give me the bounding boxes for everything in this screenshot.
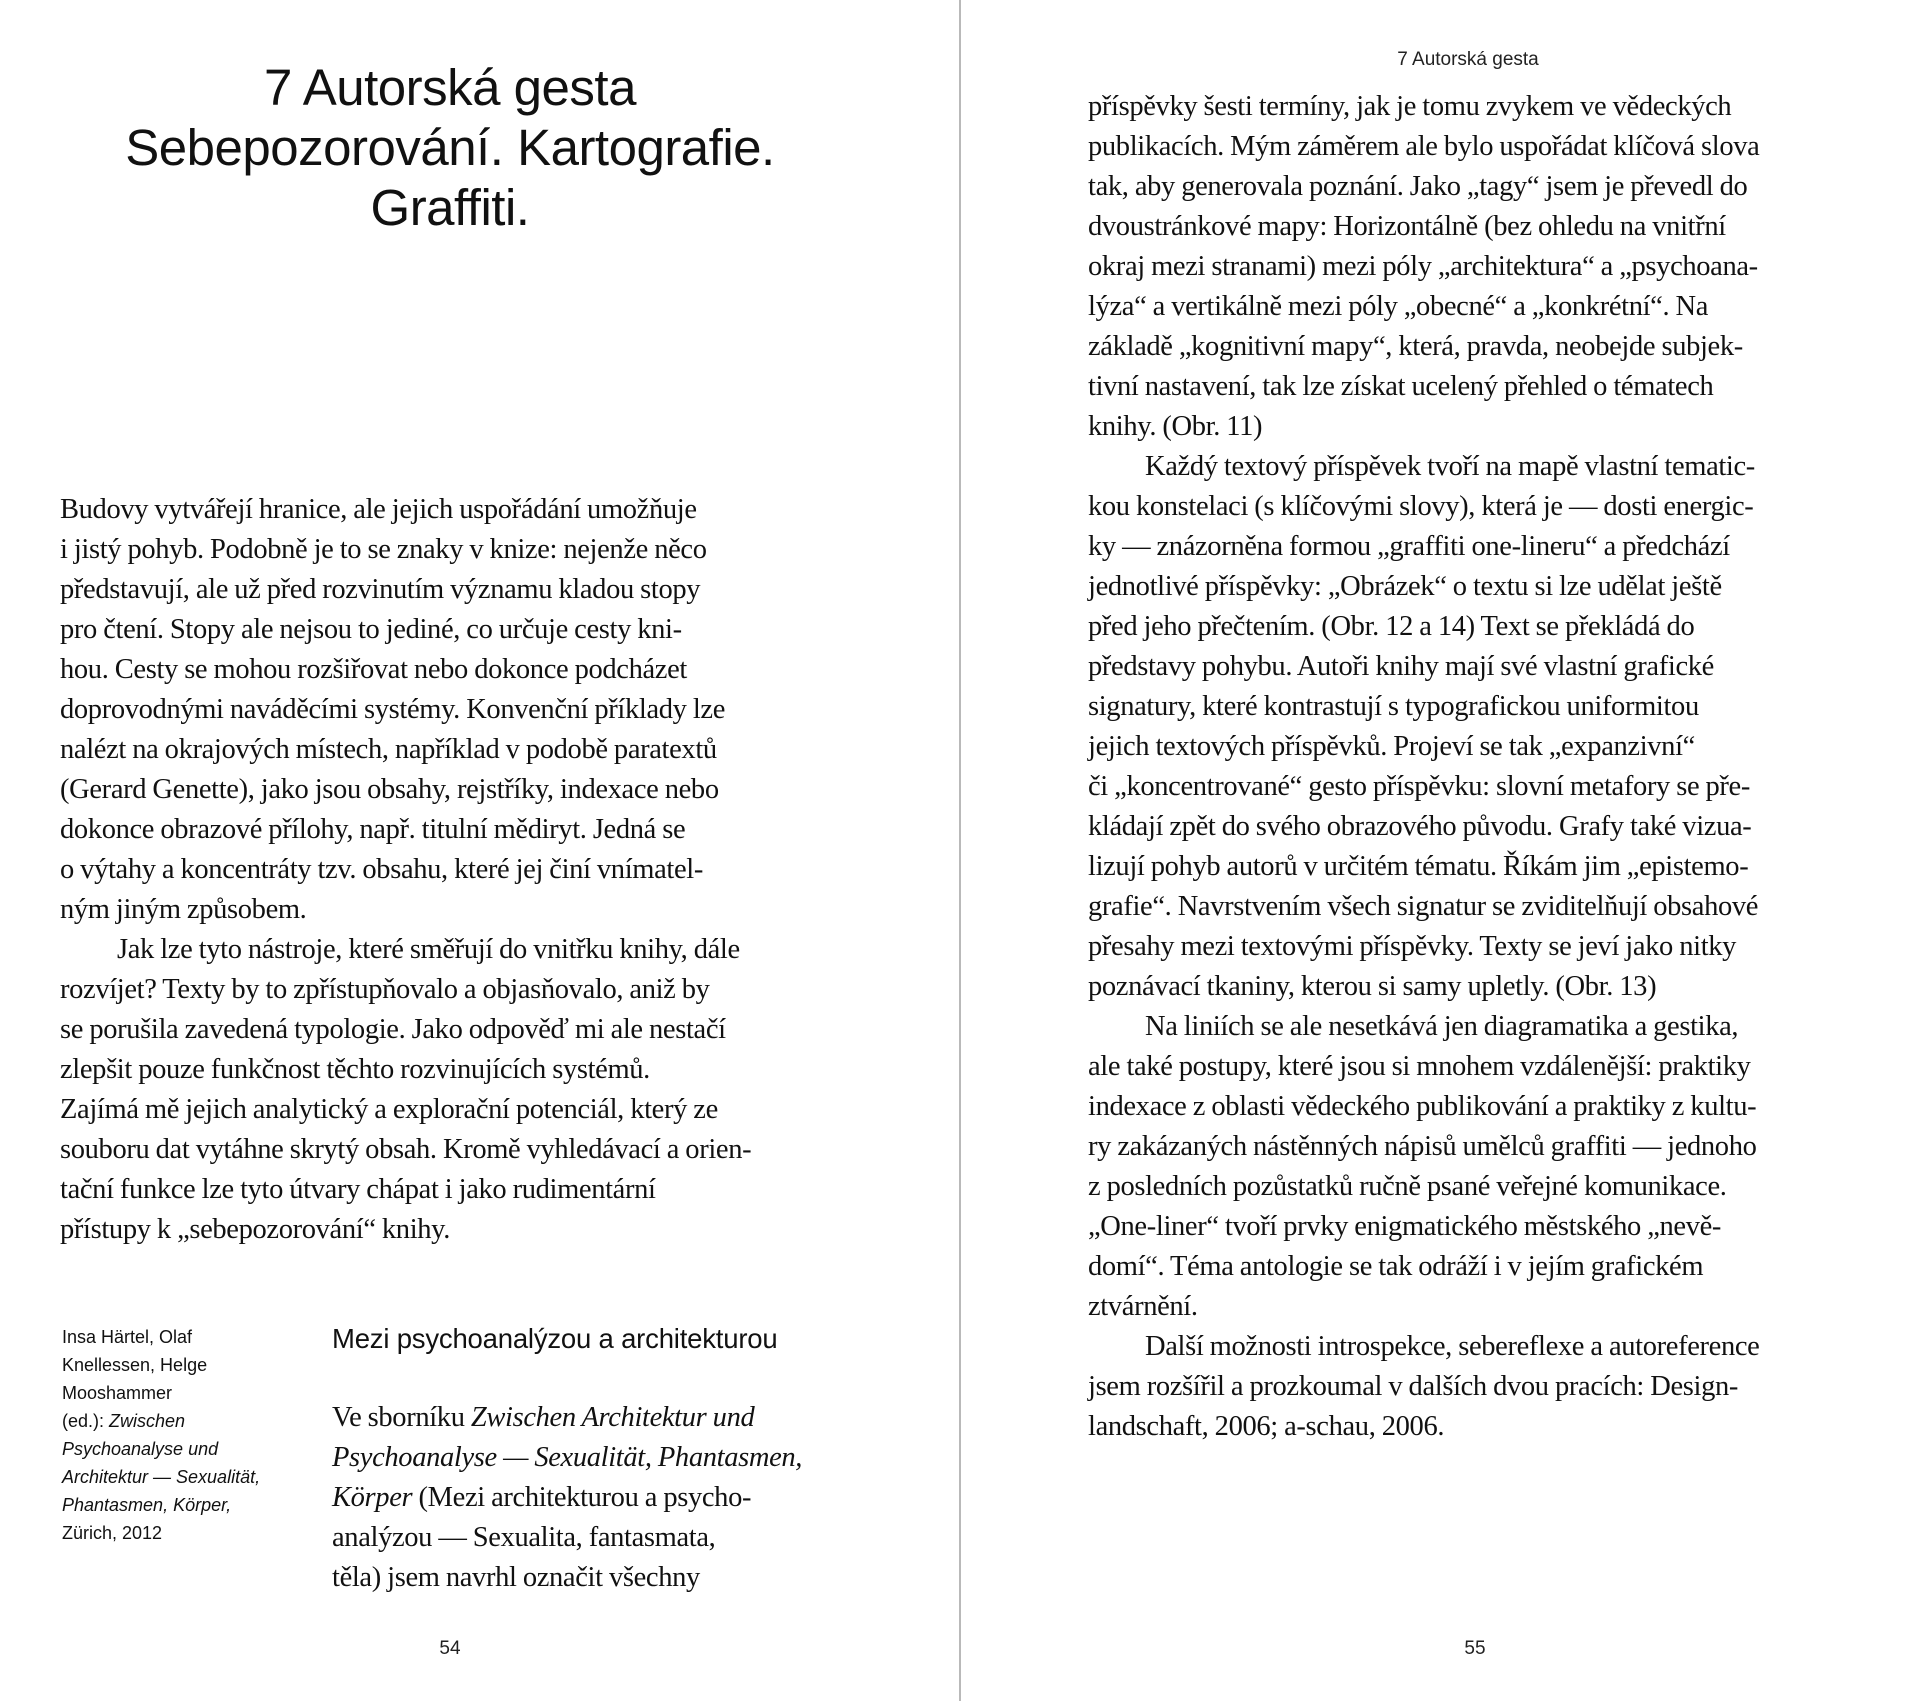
text-line: ným jiným způsobem. xyxy=(60,894,307,925)
text-line: knihy. (Obr. 11) xyxy=(1088,411,1263,442)
text-line xyxy=(332,1518,872,1558)
italic-run: Psychoanalyse und xyxy=(62,1439,219,1459)
text-run: Zürich, 2012 xyxy=(62,1523,163,1543)
text-line: dvoustránkové mapy: Horizontálně (bez ohledu na vnitřní xyxy=(1088,211,1726,242)
page-number-left: 54 xyxy=(439,1638,461,1659)
text-run: Mooshammer xyxy=(62,1383,173,1403)
text-line: tak, aby generovala poznání. Jako „tagy“ jsem je převedl do xyxy=(1088,171,1748,202)
text-line: (Gerard Genette), jako jsou obsahy, rejstříky, indexace nebo xyxy=(60,774,719,805)
text-line: z posledních pozůstatků ručně psané veřejné komunikace. xyxy=(1088,1171,1727,1202)
italic-run: Zwischen Architektur und xyxy=(470,1402,755,1433)
text-line xyxy=(62,1351,302,1379)
text-line: publikacích. Mým záměrem ale bylo uspořádat klíčová slova xyxy=(1088,131,1760,162)
text-run: (ed.): xyxy=(62,1411,110,1431)
page-number-right: 55 xyxy=(1464,1638,1486,1659)
chapter-title-line: Graffiti. xyxy=(370,179,530,236)
text-line: Budovy vytvářejí hranice, ale jejich uspořádání umožňuje xyxy=(60,494,697,525)
text-line: kládají zpět do svého obrazového původu. Grafy také vizua- xyxy=(1088,811,1752,842)
text-line: tační funkce lze tyto útvary chápat i jako rudimentární xyxy=(60,1174,656,1205)
text-line: lizují pohyb autorů v určitém tématu. Říkám jim „epistemo- xyxy=(1088,851,1749,882)
text-line: ztvárnění. xyxy=(1088,1291,1198,1322)
right-page xyxy=(960,0,1919,1701)
text-line: nalézt na okrajových místech, například v podobě paratextů xyxy=(60,734,717,765)
text-line: ale také postupy, které jsou si mnohem vzdálenější: praktiky xyxy=(1088,1051,1751,1082)
text-line: jsem rozšířil a prozkoumal v dalších dvou pracích: Design- xyxy=(1088,1371,1739,1402)
text-line: Každý textový příspěvek tvoří na mapě vlastní tematic- xyxy=(1145,451,1755,482)
text-line xyxy=(62,1379,302,1407)
text-line: příspěvky šesti termíny, jak je tomu zvykem ve vědeckých xyxy=(1088,91,1732,122)
text-line xyxy=(62,1463,302,1491)
text-line: signatury, které kontrastují s typografickou uniformitou xyxy=(1088,691,1699,722)
chapter-title-line: 7 Autorská gesta xyxy=(264,59,636,116)
italic-run: Phantasmen, Körper, xyxy=(62,1495,232,1515)
running-head: 7 Autorská gesta xyxy=(1397,49,1539,70)
text-line: okraj mezi stranami) mezi póly „architektura“ a „psychoana- xyxy=(1088,251,1758,282)
text-run: Insa Härtel, Olaf xyxy=(62,1327,193,1347)
text-line: „One-liner“ tvoří prvky enigmatického městského „nevě- xyxy=(1088,1211,1722,1242)
text-line: základě „kognitivní mapy“, která, pravda, neobejde subjek- xyxy=(1088,331,1743,362)
text-line: doprovodnými naváděcími systémy. Konvenční příklady lze xyxy=(60,694,725,725)
chapter-title-line: Sebepozorování. Kartografie. xyxy=(125,119,775,176)
left-page xyxy=(0,0,959,1701)
text-line: Na liniích se ale nesetkává jen diagramatika a gestika, xyxy=(1145,1011,1739,1042)
text-run: analýzou — Sexualita, fantasmata, xyxy=(332,1522,716,1553)
text-line: jejich textových příspěvků. Projeví se tak „expanzivní“ xyxy=(1088,731,1695,762)
text-run: Knellessen, Helge xyxy=(62,1355,208,1375)
text-line xyxy=(332,1438,872,1478)
text-run: Ve sborníku xyxy=(332,1402,471,1433)
text-line: Další možnosti introspekce, sebereflexe a autoreference xyxy=(1145,1331,1760,1362)
section-body-text xyxy=(332,1398,872,1598)
text-line: rozvíjet? Texty by to zpřístupňovalo a objasňovalo, aniž by xyxy=(60,974,710,1005)
text-line: pro čtení. Stopy ale nejsou to jediné, co určuje cesty kni- xyxy=(60,614,682,645)
italic-run: Zwischen xyxy=(109,1411,186,1431)
text-line: lýza“ a vertikálně mezi póly „obecné“ a „konkrétní“. Na xyxy=(1088,291,1709,322)
text-line xyxy=(62,1435,302,1463)
right-body-text xyxy=(1088,87,1868,1447)
text-line xyxy=(332,1478,872,1518)
text-line xyxy=(62,1491,302,1519)
text-line: kou konstelaci (s klíčovými slovy), která je — dosti energic- xyxy=(1088,491,1754,522)
italic-run: Körper xyxy=(332,1482,413,1513)
text-line: grafie“. Navrstvením všech signatur se zviditelňují obsahové xyxy=(1088,891,1759,922)
text-line: přesahy mezi textovými příspěvky. Texty se jeví jako nitky xyxy=(1088,931,1737,962)
italic-run: Architektur — Sexualität, xyxy=(62,1467,261,1487)
bibliographic-sidenote xyxy=(62,1323,302,1547)
text-line: i jistý pohyb. Podobně je to se znaky v knize: nejenže něco xyxy=(60,534,707,565)
text-line xyxy=(332,1558,872,1598)
left-body-text xyxy=(60,490,850,1250)
text-line: ky — znázorněna formou „graffiti one-lineru“ a předchází xyxy=(1088,531,1730,562)
text-line xyxy=(62,1519,302,1547)
text-line: o výtahy a koncentráty tzv. obsahu, které jej činí vnímatel- xyxy=(60,854,703,885)
text-line: či „koncentrované“ gesto příspěvku: slovní metafory se pře- xyxy=(1088,771,1750,802)
text-line: indexace z oblasti vědeckého publikování a praktiky z kultu- xyxy=(1088,1091,1757,1122)
text-line: poznávací tkaniny, kterou si samy upletly. (Obr. 13) xyxy=(1088,971,1657,1002)
text-line: se porušila zavedená typologie. Jako odpověď mi ale nestačí xyxy=(60,1014,726,1045)
chapter-title xyxy=(0,58,900,238)
text-line: domí“. Téma antologie se tak odráží i v jejím grafickém xyxy=(1088,1251,1704,1282)
text-line: představují, ale už před rozvinutím významu kladou stopy xyxy=(60,574,701,605)
section-heading: Mezi psychoanalýzou a architekturou xyxy=(332,1323,778,1354)
text-line: zlepšit pouze funkčnost těchto rozvinujících systémů. xyxy=(60,1054,650,1085)
text-line: přístupy k „sebepozorování“ knihy. xyxy=(60,1214,450,1245)
text-run: (Mezi architekturou a psycho- xyxy=(412,1482,752,1513)
text-line xyxy=(332,1398,872,1438)
text-line: hou. Cesty se mohou rozšiřovat nebo dokonce podcházet xyxy=(60,654,687,685)
text-run: těla) jsem navrhl označit všechny xyxy=(332,1562,700,1593)
text-line xyxy=(62,1323,302,1351)
text-line: souboru dat vytáhne skrytý obsah. Kromě vyhledávací a orien- xyxy=(60,1134,752,1165)
text-line: dokonce obrazové přílohy, např. titulní mědiryt. Jedná se xyxy=(60,814,686,845)
text-line: Zajímá mě jejich analytický a explorační potenciál, který ze xyxy=(60,1094,718,1125)
italic-run: Psychoanalyse — Sexualität, Phantasmen, xyxy=(332,1442,803,1473)
text-line: tivní nastavení, tak lze získat ucelený přehled o tématech xyxy=(1088,371,1714,402)
text-line: představy pohybu. Autoři knihy mají své vlastní grafické xyxy=(1088,651,1714,682)
text-line xyxy=(62,1407,302,1435)
text-line: jednotlivé příspěvky: „Obrázek“ o textu si lze udělat ještě xyxy=(1088,571,1722,602)
text-line: před jeho přečtením. (Obr. 12 a 14) Text se překládá do xyxy=(1088,611,1695,642)
text-line: landschaft, 2006; a-schau, 2006. xyxy=(1088,1411,1445,1442)
text-line: Jak lze tyto nástroje, které směřují do vnitřku knihy, dále xyxy=(117,934,740,965)
text-line: ry zakázaných nástěnných nápisů umělců graffiti — jednoho xyxy=(1088,1131,1757,1162)
